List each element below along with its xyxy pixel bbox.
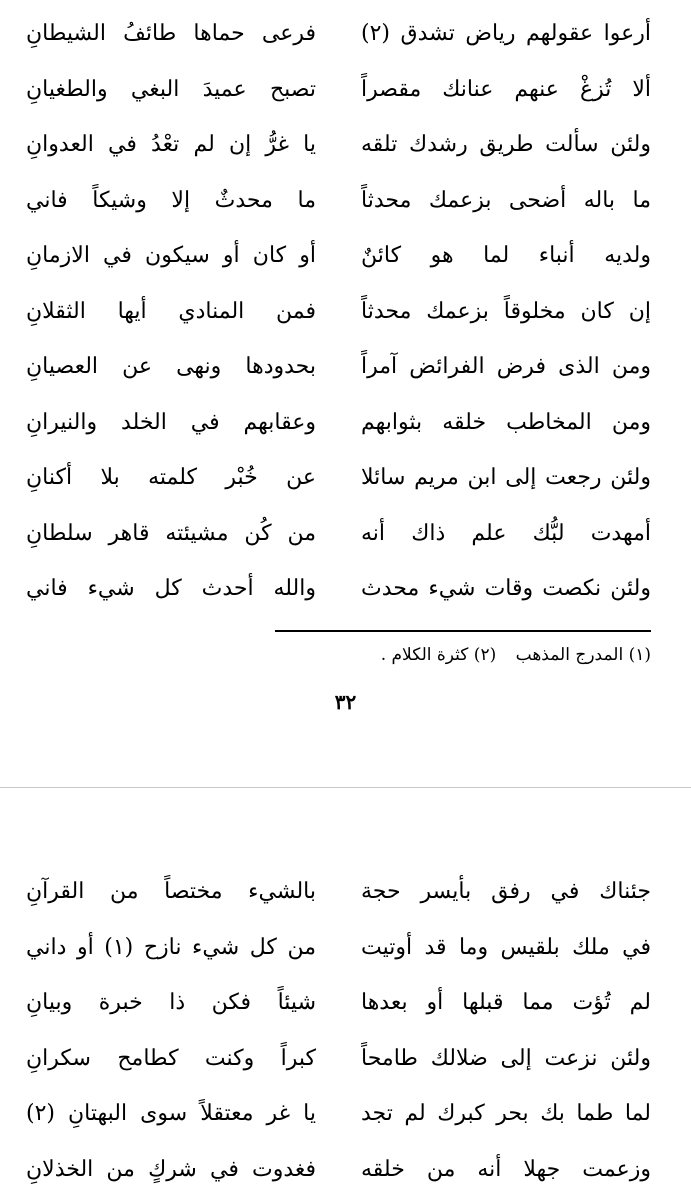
verse-second-hemistich: ما محدثٌ إلا وشيكاً فاني bbox=[26, 177, 316, 233]
verse-line bbox=[26, 343, 651, 399]
verse-first-hemistich: جئناك في رفق بأيسر حجة bbox=[361, 868, 651, 924]
verse-line bbox=[26, 979, 651, 1035]
verse-first-hemistich: إن كان مخلوقاً بزعمك محدثاً bbox=[361, 288, 651, 344]
verse-second-hemistich: والله أحدث كل شيء فاني bbox=[26, 565, 316, 621]
verse-line bbox=[26, 66, 651, 122]
verse-line bbox=[26, 924, 651, 980]
verse-first-hemistich: ولئن نكصت وقات شيء محدث bbox=[361, 565, 651, 621]
verse-first-hemistich: ولئن رجعت إلى ابن مريم سائلا bbox=[361, 454, 651, 510]
page-gap bbox=[0, 760, 691, 798]
verse-second-hemistich: من كُن مشيئته قاهر سلطانِ bbox=[26, 510, 316, 566]
footnote-2: (٢) كثرة الكلام . bbox=[381, 645, 497, 665]
verse-line bbox=[26, 868, 651, 924]
verse-line bbox=[26, 510, 651, 566]
footnote-rule bbox=[275, 630, 651, 632]
verse-second-hemistich: تصبح عميدَ البغي والطغيانِ bbox=[26, 66, 316, 122]
verse-second-hemistich: شيئاً فكن ذا خبرة وبيانِ bbox=[26, 979, 316, 1035]
verse-second-hemistich: وعقابهم في الخلد والنيرانِ bbox=[26, 399, 316, 455]
verse-first-hemistich: ومن الذى فرض الفرائض آمراً bbox=[361, 343, 651, 399]
verse-second-hemistich: بالشيء مختصاً من القرآنِ bbox=[26, 868, 316, 924]
verse-line bbox=[26, 565, 651, 621]
verse-line bbox=[26, 232, 651, 288]
verse-second-hemistich: فرعى حماها طائفُ الشيطانِ bbox=[26, 10, 316, 66]
verse-second-hemistich: يا غرُّ إن لم تعْدُ في العدوانِ bbox=[26, 121, 316, 177]
verse-first-hemistich: ولئن سألت طريق رشدك تلقه bbox=[361, 121, 651, 177]
verse-second-hemistich: يا غر معتقلاً سوى البهتانِ (٢) bbox=[26, 1090, 316, 1146]
footnote-1: (١) المدرج المذهب bbox=[516, 645, 651, 665]
verse-line bbox=[26, 399, 651, 455]
verse-first-hemistich: ألا تُزغْ عنهم عنانك مقصراً bbox=[361, 66, 651, 122]
verse-line bbox=[26, 1090, 651, 1146]
verse-line bbox=[26, 177, 651, 233]
verse-second-hemistich: عن خُبْر كلمته بلا أكنانِ bbox=[26, 454, 316, 510]
poem-verses bbox=[26, 868, 651, 1201]
footnotes bbox=[367, 645, 651, 665]
verse-second-hemistich: فغدوت في شركٍ من الخذلانِ bbox=[26, 1146, 316, 1201]
verse-first-hemistich: في ملك بلقيس وما قد أوتيت bbox=[361, 924, 651, 980]
verse-line bbox=[26, 1146, 651, 1201]
verse-second-hemistich: من كل شيء نازح (١) أو داني bbox=[26, 924, 316, 980]
poem-verses bbox=[26, 10, 651, 621]
verse-line bbox=[26, 10, 651, 66]
verse-line bbox=[26, 1035, 651, 1091]
verse-first-hemistich: ولئن نزعت إلى ضلالك طامحاً bbox=[361, 1035, 651, 1091]
verse-line bbox=[26, 454, 651, 510]
verse-first-hemistich: ما باله أضحى بزعمك محدثاً bbox=[361, 177, 651, 233]
verse-first-hemistich: لم تُؤت مما قبلها أو بعدها bbox=[361, 979, 651, 1035]
verse-second-hemistich: أو كان أو سيكون في الازمانِ bbox=[26, 232, 316, 288]
verse-first-hemistich: أمهدت لبُّك علم ذاك أنه bbox=[361, 510, 651, 566]
page-separator bbox=[0, 787, 691, 788]
verse-first-hemistich: ومن المخاطب خلقه بثوابهم bbox=[361, 399, 651, 455]
verse-line bbox=[26, 288, 651, 344]
verse-second-hemistich: فمن المنادي أيها الثقلانِ bbox=[26, 288, 316, 344]
verse-line bbox=[26, 121, 651, 177]
verse-second-hemistich: بحدودها ونهى عن العصيانِ bbox=[26, 343, 316, 399]
book-page-33 bbox=[0, 798, 691, 1200]
page-number: ٣٢ bbox=[0, 690, 691, 714]
verse-first-hemistich: لما طما بك بحر كبرك لم تجد bbox=[361, 1090, 651, 1146]
verse-first-hemistich: أرعوا عقولهم رياض تشدق (٢) bbox=[361, 10, 651, 66]
verse-first-hemistich: وزعمت جهلا أنه من خلقه bbox=[361, 1146, 651, 1201]
verse-second-hemistich: كبراً وكنت كطامح سكرانِ bbox=[26, 1035, 316, 1091]
verse-first-hemistich: ولديه أنباء لما هو كائنٌ bbox=[361, 232, 651, 288]
